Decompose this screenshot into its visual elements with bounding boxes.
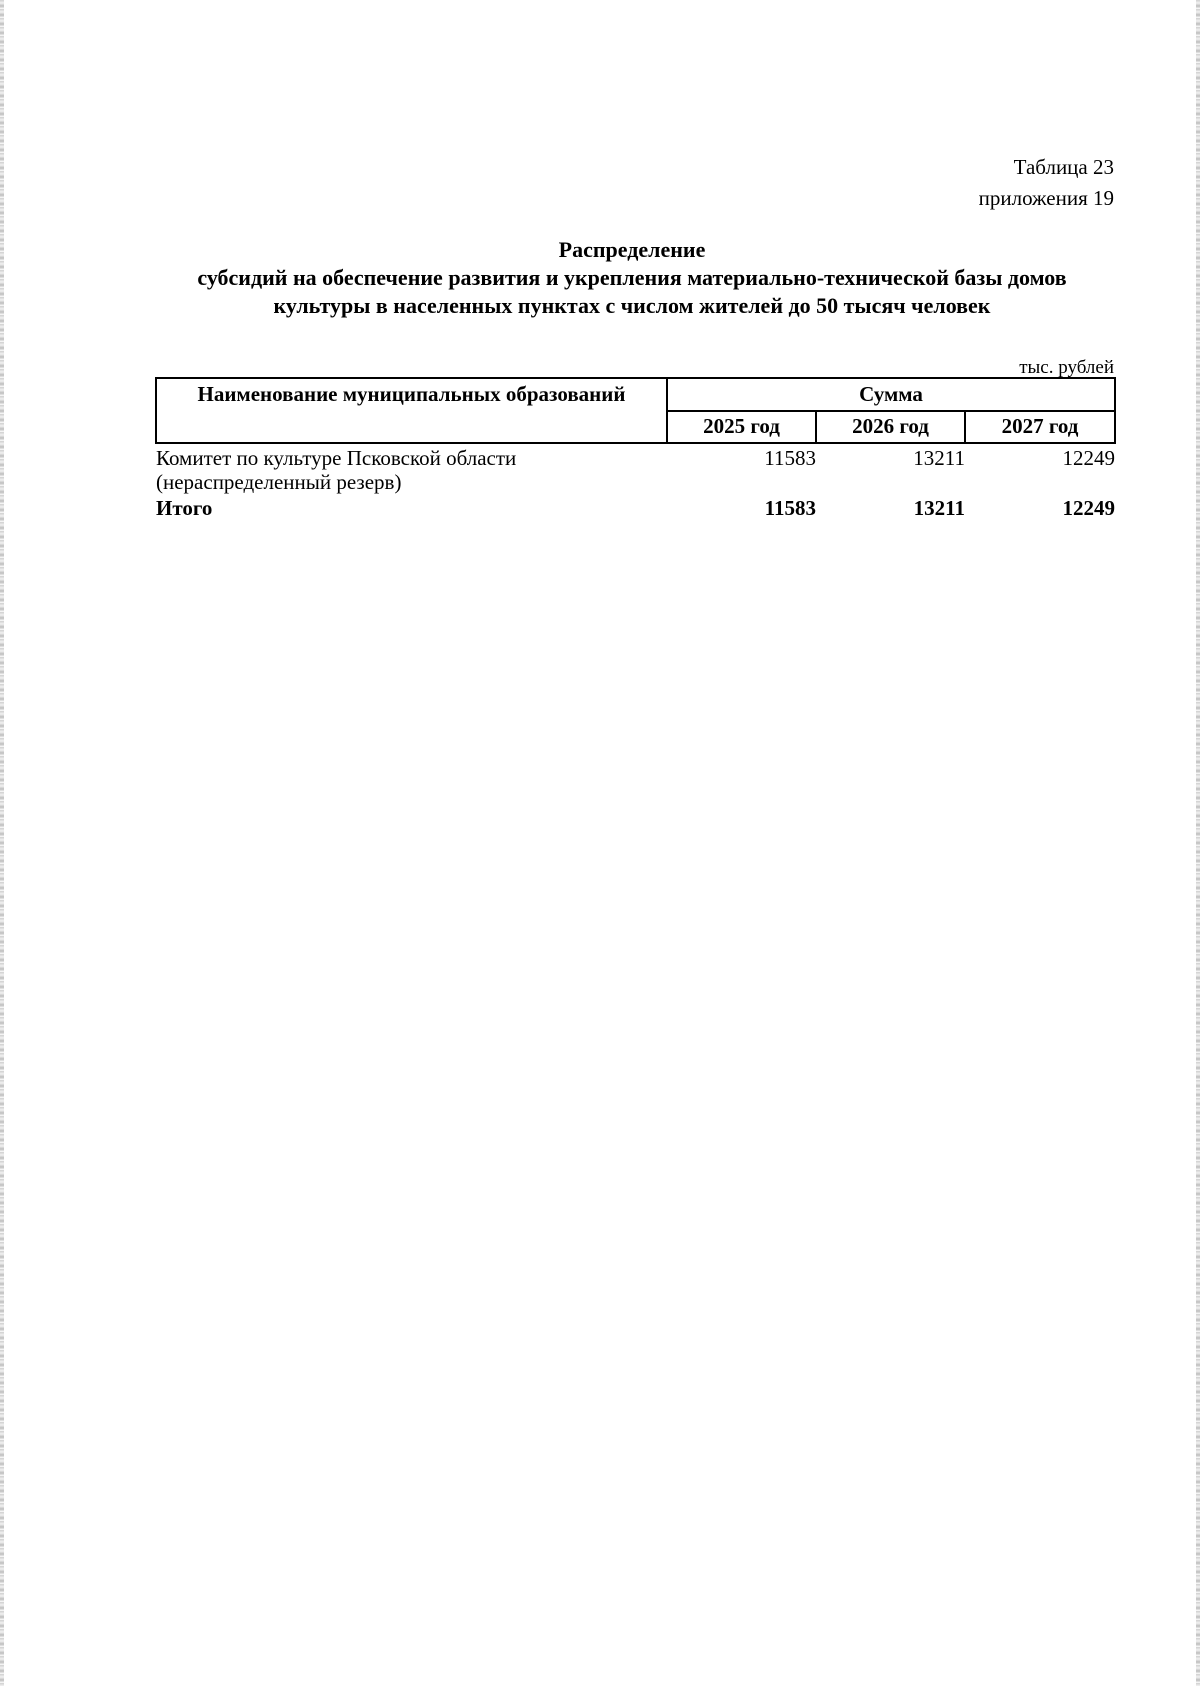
header-year-2026: 2026 год — [816, 411, 965, 444]
distribution-table-wrapper — [155, 377, 1114, 520]
row-value-2026: 13211 — [913, 446, 965, 470]
distribution-table — [155, 377, 1116, 520]
header-year-2027: 2027 год — [965, 411, 1115, 444]
title-line-3: культуры в населенных пунктах с числом жителей до 50 тысяч человек — [273, 293, 991, 318]
title-line-1: Распределение — [558, 237, 706, 262]
row-value-2025: 11583 — [764, 446, 816, 470]
row-name-line-2: (нераспределенный резерв) — [156, 470, 402, 494]
header-year-2025: 2025 год — [667, 411, 816, 444]
total-value-2025: 11583 — [764, 496, 816, 520]
table-row — [156, 443, 1115, 494]
title-line-2: субсидий на обеспечение развития и укрепления материально-технической базы домов — [197, 265, 1067, 290]
row-name-line-1: Комитет по культуре Псковской области — [156, 446, 517, 470]
document-title — [150, 236, 1114, 320]
row-name — [156, 443, 667, 494]
total-value-2027: 12249 — [1062, 496, 1116, 520]
header-sum: Сумма — [667, 378, 1115, 411]
table-reference — [979, 152, 1114, 214]
table-header — [156, 378, 1115, 443]
total-label: Итого — [156, 496, 213, 520]
header-municipality: Наименование муниципальных образований — [156, 378, 667, 443]
total-row — [156, 494, 1115, 520]
total-value-2026: 13211 — [913, 496, 965, 520]
table-number: Таблица 23 — [1013, 155, 1114, 179]
row-value-2027: 12249 — [1062, 446, 1116, 470]
appendix-number: приложения 19 — [978, 186, 1114, 210]
units-label: тыс. рублей — [1019, 357, 1114, 378]
